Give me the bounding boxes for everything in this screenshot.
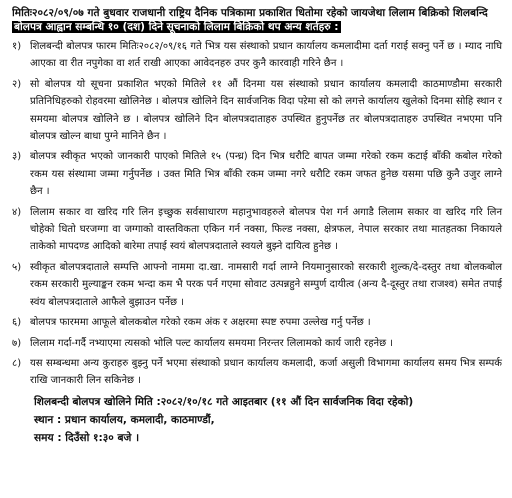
clause-number: ८) (12, 357, 22, 369)
clause-text: सो बोलपत्र यो सूचना प्रकाशित भएको मितिले ११ औं दिनमा यस संस्थाको प्रधान कार्यालय कमलादी काठमाण्डौमा सरकारी प्रतिनिधिहरुको रोहवरमा खोलिनेछ । बोलपत्र खोलिने दिन सार्वजनिक विदा पऱेमा सो को लगत्ते कार्यालय खुलेको दिनमा सोहि स्थान र समयमा बोलपत्र खोलिने छ । बोलपत्र खोलिने दिन बोलपत्रदाताहरु उपस्थित हुनुपर्नेछ तर बोलपत्रदाताहरु उपस्थित नभएमा पनि बोलपत्र खोल्न बाधा पुग्ने मानिने छैन । (30, 78, 502, 143)
clause-text: बोलपत्र फारममा आफूले बोलकबोल गरेको रकम अंक र अक्षरमा स्पष्ट रुपमा उल्लेख गर्नु पर्नेछ । (30, 317, 371, 329)
clause-number: १) (12, 41, 22, 52)
clause-number: ७) (12, 337, 22, 349)
notice-heading (12, 6, 502, 34)
opening-date: शिलबन्दी बोलपत्र खोलिने मिति :२०८२/१०/१८ गते आइतबार (११ औं दिन सार्वजनिक विदा रहेको) (34, 395, 414, 408)
clause-text: यस सम्बन्धमा अन्य कुराहरु बुझ्नु पर्ने भएमा संस्थाको प्रधान कार्यालय कमलादी, कर्जा असुली विभागमा कार्यालय समय भित्र सम्पर्क राखि जानकारी लिन सकिनेछ । (30, 357, 502, 387)
list-item (12, 204, 502, 256)
clause-number: ४) (12, 206, 22, 218)
heading-line-2: बोलपत्र आह्वान सम्बन्धि १० (दश) दिने सूचनाको लिलाम बिक्रिको थप अन्य शर्तहरु : (14, 21, 339, 33)
clause-number: ५) (12, 261, 22, 273)
opening-details (12, 393, 502, 447)
list-item (12, 38, 502, 73)
opening-place: स्थान : प्रधान कार्यालय, कमलादी, काठमाण्डौं, (34, 413, 215, 426)
list-item (12, 259, 502, 311)
list-item (12, 76, 502, 146)
clause-text: लिलाम सकार वा खरिद गरि लिन इच्छुक सर्वसाधारण महानुभावहरुले बोलपत्र पेश गर्न अगाडै लिलाम सकार वा खरिद गरि लिन चोहेको धितो घरजग्गा वा जग्गाको वास्तविकता एकिन गर्न नक्सा, फिल्ड नक्सा, क्षेत्रफल, नेपाल सरकार तथा मातहतका निकायले ताकेको मापदण्ड आदिको बारेमा तपाई स्वयं बोलपत्रदाताले स्वयले बुझ्ने दायित्व हुनेछ । (30, 206, 502, 253)
list-item (12, 314, 502, 331)
list-item (12, 355, 502, 390)
clause-number: ६) (12, 317, 22, 329)
clause-number: २) (12, 78, 22, 90)
terms-list (12, 38, 502, 390)
list-item (12, 335, 502, 352)
clause-text: बोलपत्र स्वीकृत भएको जानकारी पाएको मितिले १५ (पन्ध्र) दिन भित्र धरौटि बापत जम्मा गरेको रकम कटाई बाँकी कबोल गरेको रकम यस संस्थामा जम्मा गर्नुपर्नेछ । उक्त मिति भित्र बाँकी रकम जम्मा नगरे धरौटि रकम जफत हुनेछ यसमा पछि कुनै उजुर लाग्ने छैन । (30, 151, 502, 198)
clause-text: शिलबन्दी बोलपत्र फारम मितिः२०८२/०९/१६ गते भित्र यस संस्थाको प्रधान कार्यालय कमलादीमा दर्ता गराई सक्नु पर्ने छ । म्याद नाघि आएका वा रीत नपुगेका वा शर्त राखी आएका आवेदनहरु उपर कुनै कारवाही गरिने छैन । (30, 41, 502, 70)
list-item (12, 148, 502, 200)
clause-text: स्वीकृत बोलपत्रदाताले सम्पत्ति आफ्नो नाममा दा.खा. नामसारी गर्दा लाग्ने नियमानुसारको सरकारी शुल्क/दे-दस्तुर तथा बोलकबोल रकम सरकारी मुल्याङ्कन रकम भन्दा कम भै परक पर्न गएमा सोवाट उत्पन्नहुने सम्पुर्ण दायीत्व (अन्य दै-दूस्तुर तथा राजश्व) समेत तपाई स्वंय बोलपत्रदाताले आफैले बुझाउन पर्नेछ । (30, 261, 502, 308)
clause-text: लिलाम गर्दा-गर्दै नभ्याएमा त्यसको भोलि पल्ट कार्यालय समयमा निरन्तर लिलामको कार्य जारी रहनेछ । (30, 337, 394, 349)
clause-number: ३) (12, 151, 22, 163)
heading-line-1: मितिः२०८२/०९/०७ गते बुधवार राजधानी राष्ट्रिय दैनिक पत्रिकामा प्रकाशित धितोमा रहेको जायजेथा लिलाम बिक्रिको शिलबन्दि (12, 7, 488, 19)
opening-time: समय : दिउँसो १:३० बजे । (34, 431, 140, 444)
